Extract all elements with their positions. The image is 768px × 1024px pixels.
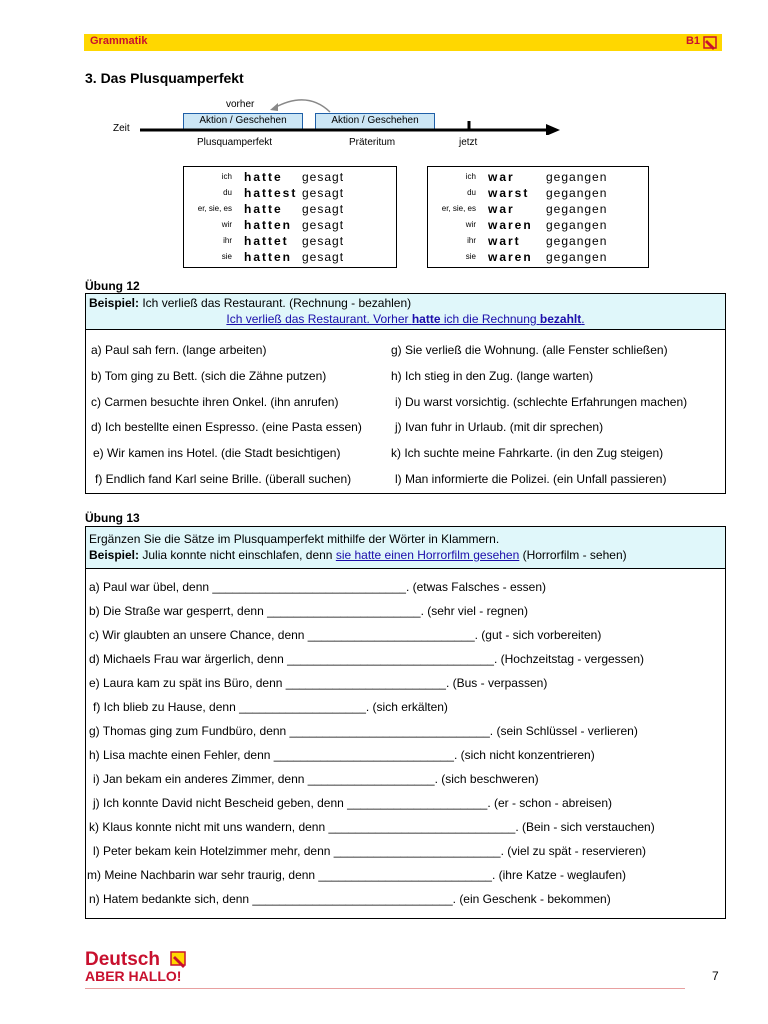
list-item: d) Ich bestellte einen Espresso. (eine Pasta essen) — [91, 420, 362, 434]
table-row: er, sie, es war gegangen — [441, 202, 608, 216]
exercise-13-box — [85, 526, 726, 919]
list-item: e) Laura kam zu spät ins Büro, denn ________________________. (Bus - verpassen) — [89, 676, 548, 690]
level-label: B1 — [685, 35, 700, 47]
pointer-hand-icon — [702, 34, 720, 51]
exercise-13-instructions — [86, 527, 725, 569]
timeline-box-past: Aktion / Geschehen — [315, 113, 435, 130]
list-item: d) Michaels Frau war ärgerlich, denn _______________________________. (Hochzeitstag - vergessen) — [89, 652, 645, 666]
list-item: e) Wir kamen ins Hotel. (die Stadt besichtigen) — [93, 446, 341, 460]
timeline-arrow — [140, 121, 562, 135]
page-number: 7 — [712, 969, 719, 983]
table-row: du hattest gesagt — [223, 186, 345, 200]
list-item: c) Wir glaubten an unsere Chance, denn _________________________. (gut - sich vorbereiten) — [89, 628, 602, 642]
brand-logo — [85, 950, 181, 983]
table-row: wir waren gegangen — [465, 218, 608, 232]
list-item: i) Jan bekam ein anderes Zimmer, denn ___________________. (sich beschweren) — [93, 772, 539, 786]
list-item: n) Hatem bedankte sich, denn ______________________________. (ein Geschenk - bekommen) — [89, 892, 611, 906]
list-item: m) Meine Nachbarin war sehr traurig, denn __________________________. (ihre Katze - weglaufen) — [87, 868, 627, 882]
example-label: Beispiel: — [89, 296, 140, 310]
list-item: c) Carmen besuchte ihren Onkel. (ihn anrufen) — [91, 395, 339, 409]
exercise-13-heading: Übung 13 — [85, 511, 140, 525]
footer-divider — [85, 988, 685, 989]
example-text: Ich verließ das Restaurant. (Rechnung - bezahlen) — [139, 296, 412, 310]
instruction-text: Ergänzen Sie die Sätze im Plusquamperfekt mithilfe der Wörter in Klammern. — [89, 532, 500, 546]
list-item: l) Peter bekam kein Hotelzimmer mehr, denn _________________________. (viel zu spät - reservieren) — [93, 844, 646, 858]
example-answer: Ich verließ das Restaurant. Vorher hatte ich die Rechnung bezahlt. — [226, 312, 585, 326]
list-item: b) Die Straße war gesperrt, denn _______________________. (sehr viel - regnen) — [89, 604, 528, 618]
logo-line-2: ABER HALLO! — [85, 968, 182, 984]
list-item: g) Sie verließ die Wohnung. (alle Fenster schließen) — [391, 343, 668, 357]
list-item: h) Lisa machte einen Fehler, denn ___________________________. (sich nicht konzentrieren) — [89, 748, 595, 762]
list-item: k) Ich suchte meine Fahrkarte. (in den Zug steigen) — [391, 446, 664, 460]
list-item: f) Ich blieb zu Hause, denn ___________________. (sich erkälten) — [93, 700, 448, 714]
table-row: sie waren gegangen — [465, 250, 608, 264]
timeline-label-plusquamperfekt: Plusquamperfekt — [197, 137, 273, 148]
table-row: ihr wart gegangen — [467, 234, 608, 248]
list-item: h) Ich stieg in den Zug. (lange warten) — [391, 369, 594, 383]
logo-pointer-icon — [170, 950, 190, 970]
list-item: a) Paul war übel, denn _____________________________. (etwas Falsches - essen) — [89, 580, 546, 594]
example-label: Beispiel: — [89, 548, 140, 562]
timeline-label-jetzt: jetzt — [459, 137, 478, 148]
example-text: Julia konnte nicht einschlafen, denn — [139, 548, 336, 562]
list-item: b) Tom ging zu Bett. (sich die Zähne putzen) — [91, 369, 327, 383]
list-item: g) Thomas ging zum Fundbüro, denn ______________________________. (sein Schlüssel - verlieren) — [89, 724, 638, 738]
list-item: l) Man informierte die Polizei. (ein Unfall passieren) — [395, 472, 667, 486]
exercise-12-example — [86, 294, 725, 330]
table-row: wir hatten gesagt — [221, 218, 345, 232]
page-title: 3. Das Plusquamperfekt — [85, 70, 244, 86]
logo-line-1: Deutsch — [85, 949, 160, 970]
list-item: a) Paul sah fern. (lange arbeiten) — [91, 343, 267, 357]
timeline-label-praeteritum: Präteritum — [349, 137, 396, 148]
table-row: ich war gegangen — [465, 170, 608, 184]
conjugation-table-haben — [183, 166, 397, 268]
table-row: du warst gegangen — [467, 186, 608, 200]
list-item: i) Du warst vorsichtig. (schlechte Erfahrungen machen) — [395, 395, 688, 409]
table-row: ihr hattet gesagt — [223, 234, 345, 248]
exercise-12-heading: Übung 12 — [85, 279, 140, 293]
header-bar — [84, 34, 722, 51]
list-item: j) Ivan fuhr in Urlaub. (mit dir sprechen) — [395, 420, 604, 434]
section-label: Grammatik — [90, 35, 148, 47]
timeline-box-past-perfect: Aktion / Geschehen — [183, 113, 303, 130]
timeline-time-label: Zeit — [113, 123, 130, 134]
list-item: f) Endlich fand Karl seine Brille. (überall suchen) — [95, 472, 352, 486]
table-row: sie hatten gesagt — [221, 250, 345, 264]
table-row: ich hatte gesagt — [221, 170, 345, 184]
exercise-12-box — [85, 293, 726, 494]
example-hint: (Horrorfilm - sehen) — [519, 548, 627, 562]
example-answer: sie hatte einen Horrorfilm gesehen — [335, 548, 520, 562]
list-item: k) Klaus konnte nicht mit uns wandern, denn ____________________________. (Bein - sich verstauchen) — [89, 820, 655, 834]
conjugation-table-sein — [427, 166, 649, 268]
timeline-before-label: vorher — [226, 99, 255, 110]
list-item: j) Ich konnte David nicht Bescheid geben, denn _____________________. (er - schon - abreisen) — [93, 796, 613, 810]
table-row: er, sie, es hatte gesagt — [197, 202, 345, 216]
